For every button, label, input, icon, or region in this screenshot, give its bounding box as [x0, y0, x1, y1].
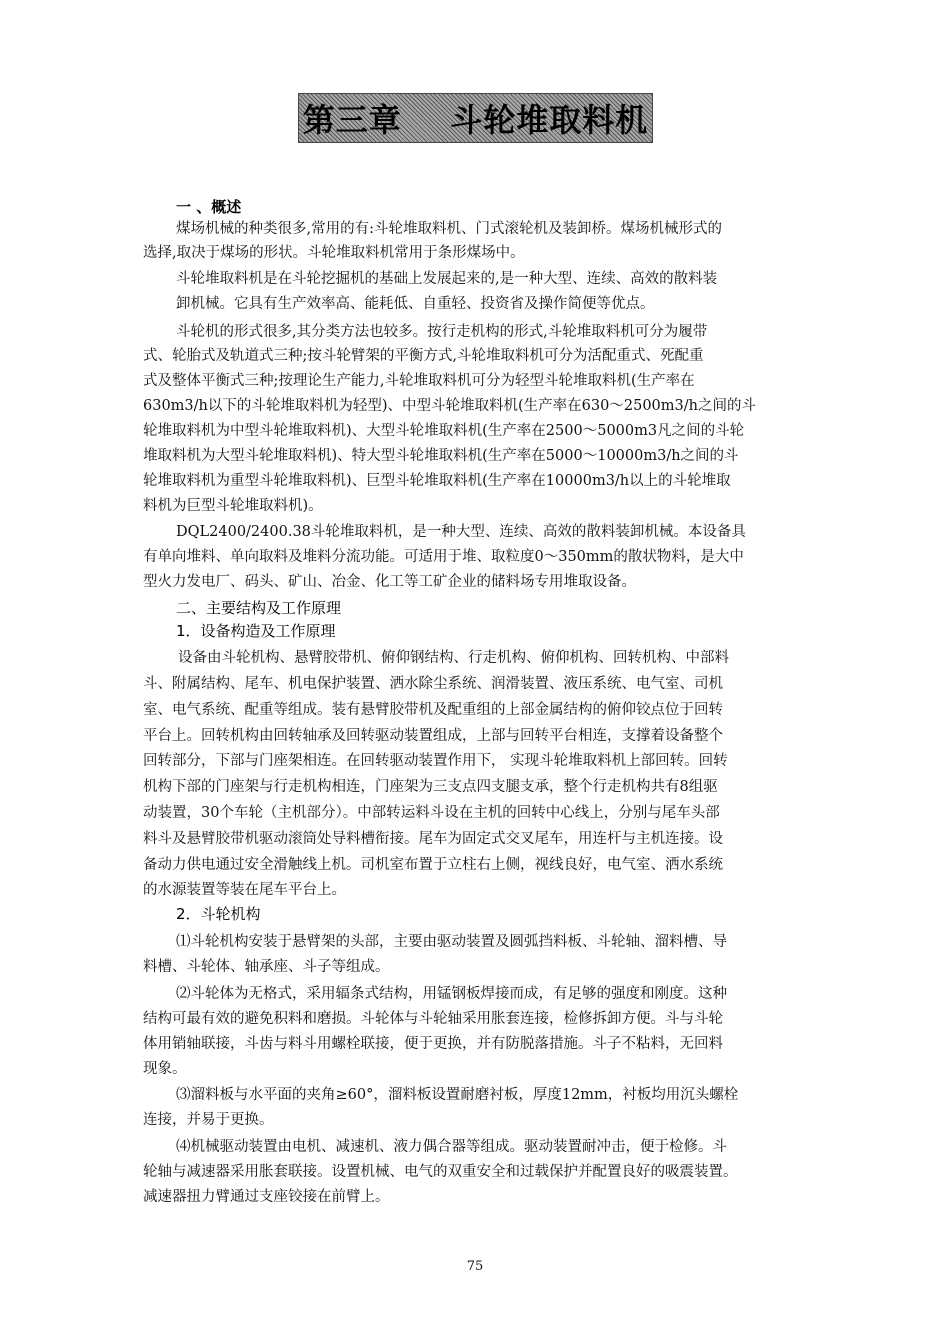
paragraph-line: 料斗及悬臂胶带机驱动滚筒处导料槽衔接。尾车为固定式交叉尾车，用连杆与主机连接。设 [143, 831, 723, 847]
paragraph-line: 平台上。回转机构由回转轴承及回转驱动装置组成，上部与回转平台相连，支撑着设备整个 [143, 728, 723, 744]
paragraph-line: ⑵斗轮体为无格式，采用辐条式结构，用锰钢板焊接而成，有足够的强度和刚度。这种 [176, 986, 727, 1002]
paragraph-line: 堆取料机为大型斗轮堆取料机)、特大型斗轮堆取料机(生产率在5000～10000m3/h之间的斗 [143, 448, 739, 464]
paragraph-line: 室、电气系统、配重等组成。装有悬臂胶带机及配重组的上部金属结构的俯仰铰点位于回转 [143, 702, 723, 718]
paragraph-line: 式、轮胎式及轨道式三种;按斗轮臂架的平衡方式,斗轮堆取料机可分为活配重式、死配重 [143, 348, 704, 364]
chapter-title: 第三章 斗轮堆取料机 [298, 93, 653, 143]
paragraph-line: 轮轴与减速器采用胀套联接。设置机械、电气的双重安全和过载保护并配置良好的吸震装置。 [143, 1164, 738, 1180]
paragraph-line: ⑴斗轮机构安装于悬臂架的头部，主要由驱动装置及圆弧挡料板、斗轮轴、溜料槽、导 [176, 934, 727, 950]
paragraph-line: 有单向堆料、单向取料及堆料分流功能。可适用于堆、取粒度0～350mm的散状物料，是大中 [143, 549, 744, 565]
paragraph-line: 型火力发电厂、码头、矿山、冶金、化工等工矿企业的储料场专用堆取设备。 [143, 574, 636, 590]
paragraph-line: 回转部分，下部与门座架相连。在回转驱动装置作用下， 实现斗轮堆取料机上部回转。回转 [143, 753, 728, 769]
paragraph-line: 斗、附属结构、尾车、机电保护装置、洒水除尘系统、润滑装置、液压系统、电气室、司机 [143, 676, 723, 692]
paragraph-line: 体用销轴联接，斗齿与料斗用螺栓联接，便于更换，并有防脱落措施。斗子不粘料，无回料 [143, 1036, 723, 1052]
paragraph-line: 式及整体平衡式三种;按理论生产能力,斗轮堆取料机可分为轻型斗轮堆取料机(生产率在 [143, 373, 695, 389]
paragraph-line: 备动力供电通过安全滑触线上机。司机室布置于立柱右上侧，视线良好，电气室、洒水系统 [143, 857, 723, 873]
page-number: 75 [466, 1259, 484, 1274]
paragraph-line: 煤场机械的种类很多,常用的有:斗轮堆取料机、门式滚轮机及装卸桥。煤场机械形式的 [176, 221, 722, 237]
paragraph-line: 动装置，30个车轮（主机部分）。中部转运料斗设在主机的回转中心线上，分别与尾车头部 [143, 805, 720, 821]
paragraph-line: 减速器扭力臂通过支座铰接在前臂上。 [143, 1189, 390, 1205]
paragraph-line: 料槽、斗轮体、轴承座、斗子等组成。 [143, 959, 390, 975]
paragraph-line: 选择,取决于煤场的形状。斗轮堆取料机常用于条形煤场中。 [143, 245, 525, 261]
subsection-heading-construction: 1．设备构造及工作原理 [176, 622, 336, 640]
paragraph-line: ⑷机械驱动装置由电机、减速机、液力偶合器等组成。驱动装置耐冲击，便于检修。斗 [176, 1139, 727, 1155]
paragraph-line: DQL2400/2400.38斗轮堆取料机，是一种大型、连续、高效的散料装卸机械。本设备具 [176, 524, 746, 540]
paragraph-line: 的水源装置等装在尾车平台上。 [143, 882, 346, 898]
paragraph-line: 设备由斗轮机构、悬臂胶带机、俯仰钢结构、行走机构、俯仰机构、回转机构、中部料 [178, 650, 729, 666]
paragraph-line: 料机为巨型斗轮堆取料机)。 [143, 498, 323, 514]
paragraph-line: 轮堆取料机为重型斗轮堆取料机)、巨型斗轮堆取料机(生产率在10000m3/h以上的斗轮堆取 [143, 473, 731, 489]
paragraph-line: ⑶溜料板与水平面的夹角≥60°，溜料板设置耐磨衬板，厚度12mm，衬板均用沉头螺栓 [176, 1087, 739, 1103]
paragraph-line: 630m3/h以下的斗轮堆取料机为轻型)、中型斗轮堆取料机(生产率在630～2500m3/h之间的斗 [143, 398, 756, 414]
paragraph-line: 现象。 [143, 1061, 187, 1077]
paragraph-line: 机构下部的门座架与行走机构相连，门座架为三支点四支腿支承，整个行走机构共有8组驱 [143, 779, 718, 795]
paragraph-line: 轮堆取料机为中型斗轮堆取料机)、大型斗轮堆取料机(生产率在2500～5000m3凡之间的斗轮 [143, 423, 745, 439]
subsection-heading-bucket-wheel: 2．斗轮机构 [176, 905, 261, 923]
section-heading-structure: 二、主要结构及工作原理 [176, 599, 342, 617]
section-heading-overview: 一 、概述 [176, 198, 242, 216]
paragraph-line: 斗轮堆取料机是在斗轮挖掘机的基础上发展起来的,是一种大型、连续、高效的散料装 [176, 271, 718, 287]
paragraph-line: 结构可最有效的避免积料和磨损。斗轮体与斗轮轴采用胀套连接，检修拆卸方便。斗与斗轮 [143, 1011, 723, 1027]
paragraph-line: 斗轮机的形式很多,其分类方法也较多。按行走机构的形式,斗轮堆取料机可分为履带 [176, 324, 708, 340]
paragraph-line: 卸机械。它具有生产效率高、能耗低、自重轻、投资省及操作简便等优点。 [176, 296, 655, 312]
paragraph-line: 连接，并易于更换。 [143, 1112, 274, 1128]
